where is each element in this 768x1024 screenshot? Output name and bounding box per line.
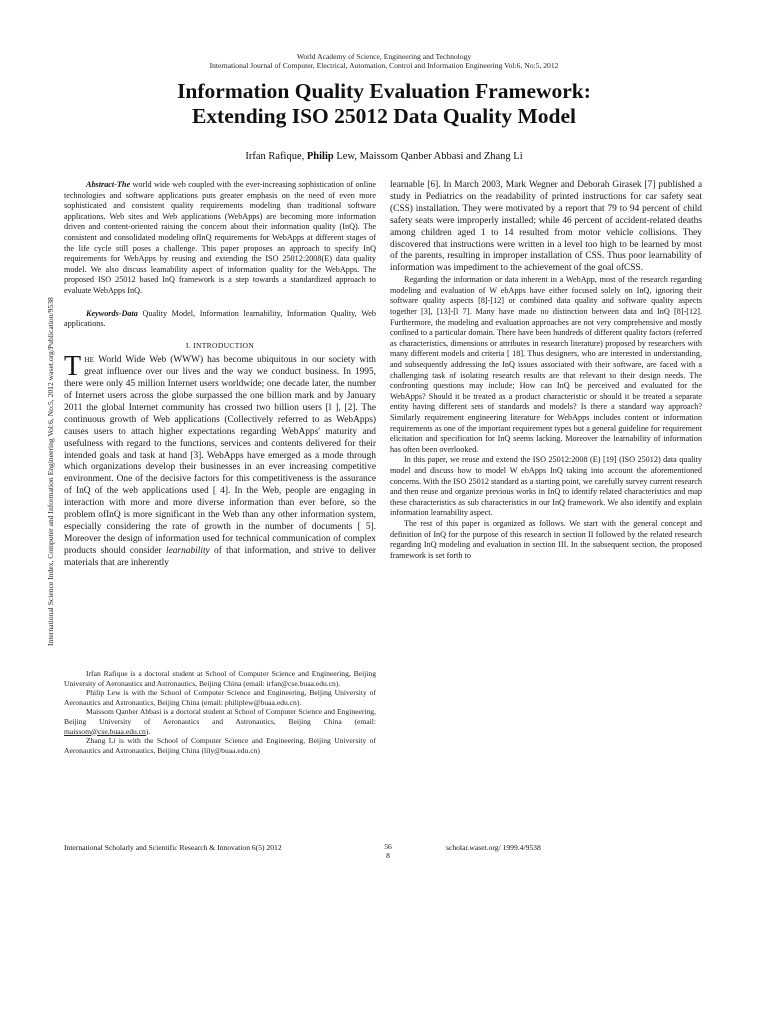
footnote-3-email-link[interactable]: maissom@cse.buaa.edu.cn: [64, 726, 146, 736]
introduction-paragraph: [64, 351, 376, 569]
right-column: [390, 180, 702, 561]
right-paragraph-3: In this paper, we reuse and extend the ISO 25012:2008 (E) [19] (ISO 25012) data quality model and discuss how to model W ebApps InQ taking into account the aforementioned concerns. With the ISO 25012 standard as a starting point, we carefully survey current research and then reuse and organize previous works in InQ to identify related characteristics and map these characteristics as sub characteristics in our InQ framework. We also identify and explain information learnability aspect.: [390, 455, 702, 518]
keywords-label: Keywords-Data: [86, 308, 138, 318]
authors-after: Lew, Maissom Qanber Abbasi and Zhang Li: [333, 151, 523, 162]
keywords-text: Quality Model, Information learnability, Information Quality, Web applications.: [64, 308, 376, 329]
index-sidebar-text: International Science Index, Computer and Information Engineering Vol:6, No:5, 2012 waset.org/Publication/9538: [46, 297, 55, 646]
paper-title-line-2: Extending ISO 25012 Data Quality Model: [191, 104, 577, 128]
right-paragraph-4: The rest of this paper is organized as follows. We start with the general concept and definition of InQ for the purpose of this research in section II followed by the related research regarding InQ modeling and evaluation in section III. In the subsequent section, the proposed framework is set forth to: [390, 518, 702, 560]
drop-cap: T: [64, 351, 82, 383]
abstract: [64, 180, 376, 330]
author-list: [0, 151, 768, 162]
authors-before: Irfan Rafique,: [245, 151, 307, 162]
page-number-line-1: 56: [384, 842, 392, 851]
intro-text-2: of that information, and strive to deliver materials that are inherently: [64, 545, 376, 568]
right-paragraph-2: Regarding the information or data inherent in a WebApp, most of the research regarding modeling and evaluation of W ebApps have either focused solely on InQ, ignoring their software quality aspects [8]-[12] or combined data quality and software quality aspects together [3], [13]-[l 7]. Many have made no distinction between data and InQ [8]-[12]. Furthermore, the modeling and evaluation approaches are not very comprehensive and mostly confined to a particular domain. There have been hundreds of different quality factors (referred as characteristics, dimensions or attributes in research literature) proposed by researchers with many different models and criteria [ 18]. Thus designers, who are interested in understanding, and subsequently addressing the InQ issues associated with their software, are faced with a challenging task of isolating research results are that relevant to their design needs. The confronting questions may include; How can InQ be perceived and evaluated for the WebApps? Should it be treated as a product characteristic or should it be treated a separate entity having different sets of standards and models? Is there a standard way approach? Similarly requirement engineering literature for WebApps includes content or information requirements as one of the important requirement types but a general guideline for requirement elicitation and specification for InQ seems lacking. Moreover the learnability of information has often been overlooked.: [390, 275, 702, 454]
left-column: [64, 180, 376, 570]
journal-volume-line: International Journal of Computer, Electrical, Automation, Control and Information Engineering Vol:6, No:5, 2012: [209, 61, 559, 70]
page-number-line-2: 8: [386, 851, 390, 860]
intro-text-1: World Wide Web (WWW) has become ubiquitous in our society with great influence over our lives and the way we conduct business. In 1995, there were only 45 million Internet users worldwide; one decade later, the number of Internet users across the globe surpassed the one billion mark and by January 2011 the global Internet community has crossed two billion users [l ], [2]. The continuous growth of Web applications (Collectively referred to as WebApps) causes users to attach higher expectations regarding WebApps' maturity and usefulness with regard to the functions, services and contents delivered for their intended goals and task at hand [3]. WebApps have emerged as a mode through which organizations develop their businesses in an ever increasing competitive environment. One of the decisive factors for this competitiveness is the assurance of InQ of the web applications used [ 4]. In the Web, people are engaging in interaction with more and more diverse information than ever before, so the problem ofInQ is more significant in the Web than any other information system, especially considering the rate of growth in the number of documents [ 5]. Moreover the design of information used for technical communication of complex products should consider: [64, 355, 376, 556]
footnote-3: [64, 707, 376, 736]
footnote-2: Philip Lew is with the School of Computer Science and Engineering, Beijing University of Aeronautics and Astronautics, Beijing China (email: philiplew@buaa.edu.cn).: [64, 688, 376, 707]
footer-publisher: International Scholarly and Scientific Research & Innovation 6(5) 2012: [64, 843, 282, 852]
intro-italic-term: learnability: [165, 545, 210, 556]
intro-smallcaps: HE: [84, 355, 95, 365]
section-heading-introduction: I. INTRODUCTION: [185, 340, 255, 350]
authors-bold: Philip: [306, 151, 334, 162]
paper-title-line-1: Information Quality Evaluation Framework:: [177, 79, 591, 103]
abstract-label: Abstract-The: [86, 180, 131, 189]
footnote-3-end: ).: [145, 726, 151, 736]
author-footnotes: [64, 669, 376, 755]
page-number: [382, 842, 394, 860]
abstract-text: world wide web coupled with the ever-increasing sophistication of online technologies and software applications puts greater emphasis on the need of even more sophisticated and consistent quality requirements modeling than traditional software applications. Web sites and Web applications (WebApps) are becoming more information driven and content-oriented raising the concern about their information quality (InQ). The consistent and consolidated modeling ofInQ requirements for WebApps at different stages of the life cycle still poses a challenge. This paper proposes an approach to specify InQ requirements for WebApps by reusing and extending the ISO 25012:2008(E) data quality model. We also discuss leamability aspect of information quality for the WebApps. The proposed ISO 25012 based InQ framework is a step towards a standardized approach to evaluate WebApps InQ.: [64, 180, 376, 295]
journal-name: World Academy of Science, Engineering and Technology: [296, 52, 472, 61]
footnote-4: Zhang Li is with the School of Computer Science and Engineering, Beijing University of Aeronautics and Astronautics, Beijing China (lily@buaa.edu.cn): [64, 736, 376, 755]
footer-url[interactable]: scholar.waset.org/ 1999.4/9538: [446, 843, 541, 852]
right-paragraph-1: learnable [6]. In March 2003, Mark Wegner and Deborah Girasek [7] published a study in Pediatrics on the readability of printed instructions for car safety seat (CSS) installation. They were motivated by a report that 79 to 94 percent of child safety seats were improperly installed; while 46 percent of accident-related deaths among children aged 1 to 14 resulted from motor vehicle collisions. They discovered that instructions were written in a level too high to be learned by most of the parents, resulting in improper installation of CSS. Thus poor learnability of information was impediment to the achievement of the goal ofCSS.: [390, 180, 702, 274]
footnote-3-text: Maissom Qanber Abbasi is a doctoral student at School of Computer Science and Engineering, Beijing University of Aeronautics and Astronautics, Beijing China (email:: [64, 707, 376, 726]
keywords-paragraph: [64, 309, 376, 330]
abstract-paragraph: [64, 180, 376, 297]
footnote-1: Irfan Rafique is a doctoral student at School of Computer Science and Engineering, Beijing University of Aeronautics and Astronautics, Beijing China (email: irfan@cse.buaa.edu.cn).: [64, 669, 376, 688]
